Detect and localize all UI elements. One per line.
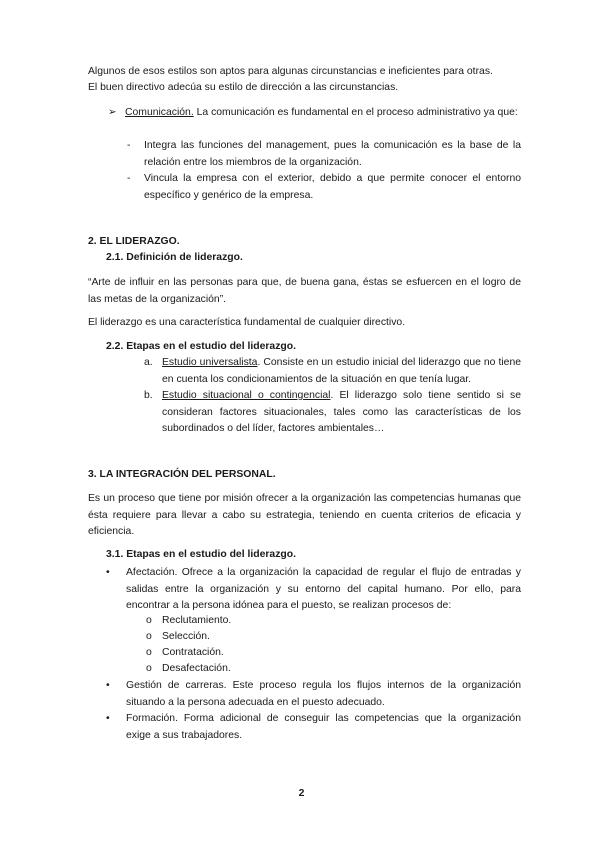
circle-bullet: o [146, 647, 152, 658]
subitem-seleccion: Selección. [162, 631, 210, 642]
section-2-2-heading: 2.2. Etapas en el estudio del liderazgo. [106, 341, 296, 352]
section-2-heading: 2. EL LIDERAZGO. [88, 236, 180, 247]
comunicacion-item-1: Integra las funciones del management, pues la comunicación es la base de la relación entre los miembros de la organización. [144, 140, 521, 168]
integracion-paragraph: Es un proceso que tiene por misión ofrecer a la organización las competencias humanas que ésta requiere para llevar a cabo su estrategia, teniendo en cuenta criterios de eficacia y eficiencia. [88, 493, 521, 538]
afectacion-item: Afectación. Ofrece a la organización la capacidad de regular el flujo de entradas y salidas entre la organización y su entorno del capital humano. Por ello, para encontrar a la persona idónea para el puesto, se realizan procesos de: [126, 567, 521, 612]
etapa-a-text: . Consiste en un estudio inicial del liderazgo que no tiene en cuenta los condicionamientos de la situación en que tenía lugar. [162, 357, 522, 385]
liderazgo-quote: “Arte de influir en las personas para que, de buena gana, éstas se esfuercen en el logro de las metas de la organización”. [88, 277, 521, 305]
section-3-heading: 3. LA INTEGRACIÓN DEL PERSONAL. [88, 469, 276, 480]
subitem-contratacion: Contratación. [162, 647, 224, 658]
etapa-item-a [162, 355, 521, 388]
section-3-1-heading: 3.1. Etapas en el estudio del liderazgo. [106, 549, 296, 560]
circle-bullet: o [146, 615, 152, 626]
section-2-1-heading: 2.1. Definición de liderazgo. [106, 252, 243, 263]
list-marker-a: a. [144, 357, 153, 368]
dash-bullet: - [127, 140, 131, 151]
comunicacion-item-2: Vincula la empresa con el exterior, debido a que permite conocer el entorno específico y genérico de la empresa. [144, 173, 521, 201]
formacion-item: Formación. Forma adicional de conseguir las competencias que la organización exige a sus trabajadores. [126, 713, 521, 741]
arrow-bullet-icon: ➢ [108, 107, 117, 118]
subitem-reclutamiento: Reclutamiento. [162, 615, 232, 626]
comunicacion-title: Comunicación. [125, 107, 194, 118]
carreras-item: Gestión de carreras. Este proceso regula los flujos internos de la organización situando a la persona adecuada en el puesto adecuado. [126, 680, 521, 708]
liderazgo-paragraph: El liderazgo es una característica fundamental de cualquier directivo. [88, 317, 406, 328]
circle-bullet: o [146, 631, 152, 642]
bullet-icon: • [106, 713, 110, 724]
etapa-b-title: Estudio situacional o contingencial [162, 390, 331, 401]
list-marker-b: b. [144, 390, 153, 401]
etapa-b-text: . El liderazgo solo tiene sentido si se consideran factores situacionales, tales como las características de los subordinados o del líder, factores ambientales… [162, 390, 521, 435]
dash-bullet: - [127, 173, 131, 184]
bullet-icon: • [106, 567, 110, 578]
bullet-icon: • [106, 680, 110, 691]
etapa-item-b [162, 388, 521, 438]
subitem-desafectacion: Desafectación. [162, 663, 231, 674]
etapa-a-title: Estudio universalista [162, 357, 258, 368]
circle-bullet: o [146, 663, 152, 674]
intro-line-1: Algunos de esos estilos son aptos para algunas circunstancias e ineficientes para otras. [88, 66, 493, 77]
page-number: 2 [298, 788, 305, 799]
comunicacion-paragraph [125, 105, 521, 122]
intro-line-2: El buen directivo adecúa su estilo de dirección a las circunstancias. [88, 82, 399, 93]
comunicacion-text: La comunicación es fundamental en el proceso administrativo ya que: [193, 107, 518, 118]
